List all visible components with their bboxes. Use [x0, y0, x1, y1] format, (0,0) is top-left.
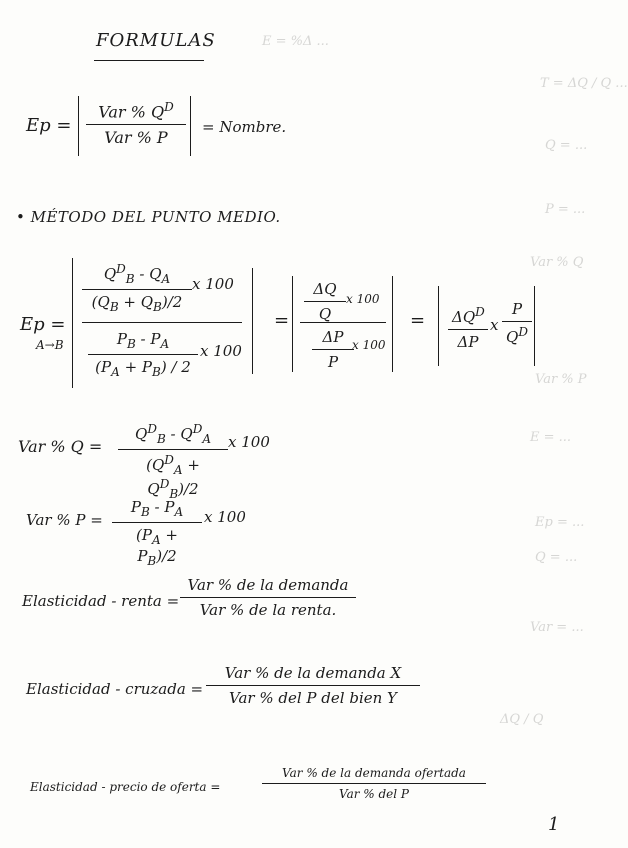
times-100: x 100: [192, 275, 234, 293]
delta-p-fraction: ΔP P: [312, 328, 354, 371]
price-quantity-fraction: P $Q^D$: [502, 300, 532, 346]
elasticity-supply-label: Elasticidad - precio de oferta =: [30, 780, 221, 794]
right-bar-right: [534, 286, 535, 366]
ghost-line: Var = ...: [530, 620, 584, 635]
ghost-line: E = %Δ ...: [262, 34, 329, 49]
price-change-fraction: $P_B - P_A$ $(P_A + P_B) / 2$: [88, 330, 198, 379]
var-p-label: Var % P =: [26, 511, 103, 529]
var-q-label: Var % Q =: [18, 437, 103, 456]
ep-label: Ep =: [26, 115, 72, 136]
mid-bar-left: [292, 276, 293, 372]
equals-sign: =: [274, 310, 290, 331]
ep-fraction: Var % $Q^D$ Var % P: [86, 100, 186, 147]
elasticity-income-fraction: Var % de la demanda Var % de la renta.: [180, 576, 356, 619]
ep-midpoint-label: Ep =: [20, 314, 66, 335]
ghost-line: T = ΔQ / Q ...: [540, 76, 628, 91]
delta-q-fraction: ΔQ Q: [304, 280, 346, 323]
times-100: x 100: [352, 338, 386, 352]
times-sign: x: [490, 316, 499, 334]
right-bar-left: [438, 286, 439, 366]
delta-ratio-fraction: $\Delta Q^D$ ΔP: [448, 305, 488, 351]
quantity-change-fraction: $Q^D_B - Q_A$ $(Q_B + Q_B)/2$: [82, 262, 192, 314]
elasticity-cross-fraction: Var % de la demanda X Var % del P del bien Y: [206, 664, 420, 707]
mid-fraction-bar: [300, 322, 386, 323]
elasticity-cross-label: Elasticidad - cruzada =: [26, 680, 204, 698]
elasticity-supply-fraction: Var % de la demanda ofertada Var % del P: [262, 766, 486, 801]
times-100: x 100: [200, 342, 242, 360]
ghost-line: ΔQ / Q: [500, 712, 544, 727]
ep-result: = Nombre.: [202, 118, 287, 136]
times-100: x 100: [346, 292, 380, 306]
elasticity-income-label: Elasticidad - renta =: [22, 592, 180, 610]
times-100: x 100: [204, 508, 246, 526]
page-title: FORMULAS: [96, 30, 216, 51]
var-p-fraction: $P_B - P_A$ $(P_A + P_B)/2$: [112, 498, 202, 568]
abs-bar-left: [78, 96, 79, 156]
ghost-line: Var % Q: [530, 255, 584, 270]
abs-bar-right: [190, 96, 191, 156]
page-number: 1: [548, 814, 560, 835]
big-bar-1: [72, 258, 73, 388]
method-title: • MÉTODO DEL PUNTO MEDIO.: [16, 208, 281, 226]
mid-bar-right: [392, 276, 393, 372]
ep-midpoint-sub: A→B: [36, 338, 64, 352]
times-100: x 100: [228, 433, 270, 451]
ghost-line: Q = ...: [535, 550, 578, 565]
ghost-line: E = ...: [530, 430, 572, 445]
var-q-fraction: $Q^D_B - Q^D_A$ $(Q^D_A + Q^D_B)/2$: [118, 422, 228, 501]
ghost-line: Ep = ...: [535, 515, 585, 530]
big-bar-2: [252, 268, 253, 374]
ghost-line: Q = ...: [545, 138, 588, 153]
main-fraction-bar: [82, 322, 242, 323]
ghost-line: Var % P: [535, 372, 587, 387]
title-underline: [94, 60, 204, 61]
ghost-line: P = ...: [545, 202, 586, 217]
equals-sign: =: [410, 310, 426, 331]
